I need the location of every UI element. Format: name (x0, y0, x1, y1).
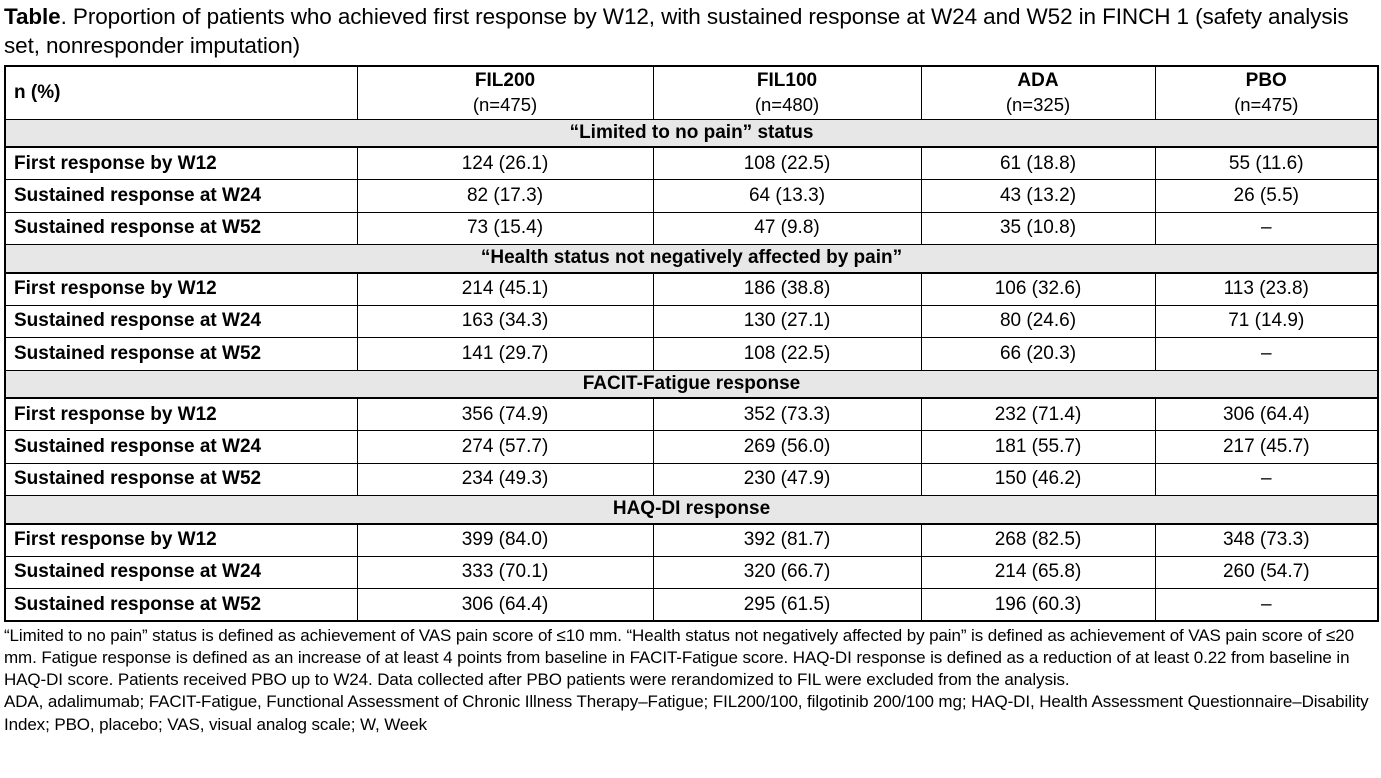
table-row (5, 556, 1378, 589)
row-label: Sustained response at W24 (5, 556, 357, 589)
header-col-fil100 (653, 66, 921, 119)
footnote-abbreviations: ADA, adalimumab; FACIT-Fatigue, Functional Assessment of Chronic Illness Therapy–Fatigue; FIL200/100, filgotinib 200/100 mg; HAQ-DI, Health Assessment Questionnaire–Disability Index; PBO, placebo; VAS, visual analog scale; W, Week (4, 692, 1369, 734)
table-row (5, 524, 1378, 557)
cell-value: 108 (22.5) (653, 338, 921, 371)
group-n: (n=475) (472, 94, 538, 116)
row-label: Sustained response at W52 (5, 589, 357, 622)
section-title: HAQ-DI response (5, 496, 1378, 524)
cell-value: 232 (71.4) (921, 398, 1155, 431)
table-row (5, 398, 1378, 431)
header-n-percent: n (%) (5, 66, 357, 119)
cell-value: 217 (45.7) (1155, 431, 1378, 464)
table-row (5, 338, 1378, 371)
cell-value: 333 (70.1) (357, 556, 653, 589)
group-name: FIL200 (474, 69, 536, 91)
table-title (4, 3, 1377, 60)
cell-value: 163 (34.3) (357, 305, 653, 338)
row-label: First response by W12 (5, 147, 357, 180)
table-row (5, 212, 1378, 245)
cell-value: 150 (46.2) (921, 463, 1155, 496)
row-label: Sustained response at W24 (5, 431, 357, 464)
header-col-ada (921, 66, 1155, 119)
cell-value: 260 (54.7) (1155, 556, 1378, 589)
cell-value: 82 (17.3) (357, 180, 653, 213)
cell-value: 352 (73.3) (653, 398, 921, 431)
header-col-fil200 (357, 66, 653, 119)
group-n: (n=480) (754, 94, 820, 116)
group-name: PBO (1245, 69, 1287, 91)
header-col-pbo (1155, 66, 1378, 119)
cell-value: 80 (24.6) (921, 305, 1155, 338)
row-label: First response by W12 (5, 273, 357, 306)
cell-value: – (1155, 463, 1378, 496)
cell-value: 274 (57.7) (357, 431, 653, 464)
cell-value: 71 (14.9) (1155, 305, 1378, 338)
cell-value: 399 (84.0) (357, 524, 653, 557)
cell-value: 181 (55.7) (921, 431, 1155, 464)
cell-value: 348 (73.3) (1155, 524, 1378, 557)
cell-value: 392 (81.7) (653, 524, 921, 557)
row-label: Sustained response at W52 (5, 338, 357, 371)
cell-value: 295 (61.5) (653, 589, 921, 622)
section-title: “Health status not negatively affected by pain” (5, 245, 1378, 273)
cell-value: 55 (11.6) (1155, 147, 1378, 180)
cell-value: 214 (65.8) (921, 556, 1155, 589)
cell-value: 306 (64.4) (1155, 398, 1378, 431)
section-header-row (5, 245, 1378, 273)
group-name: ADA (1017, 69, 1059, 91)
row-label: Sustained response at W52 (5, 463, 357, 496)
cell-value: 73 (15.4) (357, 212, 653, 245)
table-row (5, 273, 1378, 306)
header-row (5, 66, 1378, 119)
results-table-body (5, 119, 1378, 621)
cell-value: 106 (32.6) (921, 273, 1155, 306)
cell-value: 35 (10.8) (921, 212, 1155, 245)
cell-value: 196 (60.3) (921, 589, 1155, 622)
row-label: Sustained response at W24 (5, 180, 357, 213)
cell-value: 130 (27.1) (653, 305, 921, 338)
row-label: First response by W12 (5, 524, 357, 557)
cell-value: 43 (13.2) (921, 180, 1155, 213)
cell-value: 234 (49.3) (357, 463, 653, 496)
table-title-label: Table (4, 4, 61, 29)
cell-value: 61 (18.8) (921, 147, 1155, 180)
table-row (5, 305, 1378, 338)
group-n: (n=325) (1005, 94, 1071, 116)
section-header-row (5, 496, 1378, 524)
cell-value: 306 (64.4) (357, 589, 653, 622)
cell-value: 113 (23.8) (1155, 273, 1378, 306)
table-row (5, 147, 1378, 180)
group-name: FIL100 (756, 69, 818, 91)
cell-value: 66 (20.3) (921, 338, 1155, 371)
cell-value: 268 (82.5) (921, 524, 1155, 557)
table-title-text: . Proportion of patients who achieved first response by W12, with sustained response at W24 and W52 in FINCH 1 (safety analysis set, nonresponder imputation) (4, 4, 1349, 58)
footnote-definitions: “Limited to no pain” status is defined as achievement of VAS pain score of ≤10 mm. “Health status not negatively affected by pain” is defined as achievement of VAS pain score of ≤20 mm. Fatigue response is defined as an increase of at least 4 points from baseline in FACIT-Fatigue score. HAQ-DI response is defined as a reduction of at least 0.22 from baseline in HAQ-DI score. Patients received PBO up to W24. Data collected after PBO patients were rerandomized to FIL were excluded from the analysis. (4, 626, 1354, 690)
group-n: (n=475) (1234, 94, 1299, 116)
cell-value: 269 (56.0) (653, 431, 921, 464)
cell-value: 124 (26.1) (357, 147, 653, 180)
row-label: Sustained response at W52 (5, 212, 357, 245)
cell-value: – (1155, 589, 1378, 622)
row-label: Sustained response at W24 (5, 305, 357, 338)
footnotes (4, 625, 1377, 735)
cell-value: 64 (13.3) (653, 180, 921, 213)
table-row (5, 180, 1378, 213)
table-row (5, 463, 1378, 496)
row-label: First response by W12 (5, 398, 357, 431)
cell-value: 320 (66.7) (653, 556, 921, 589)
cell-value: 356 (74.9) (357, 398, 653, 431)
section-header-row (5, 370, 1378, 398)
results-table-head (5, 66, 1378, 119)
cell-value: 214 (45.1) (357, 273, 653, 306)
cell-value: – (1155, 212, 1378, 245)
cell-value: 186 (38.8) (653, 273, 921, 306)
table-row (5, 431, 1378, 464)
results-table (4, 65, 1379, 622)
cell-value: 230 (47.9) (653, 463, 921, 496)
section-header-row (5, 119, 1378, 147)
cell-value: 141 (29.7) (357, 338, 653, 371)
table-row (5, 589, 1378, 622)
section-title: FACIT-Fatigue response (5, 370, 1378, 398)
cell-value: 26 (5.5) (1155, 180, 1378, 213)
cell-value: 108 (22.5) (653, 147, 921, 180)
cell-value: – (1155, 338, 1378, 371)
cell-value: 47 (9.8) (653, 212, 921, 245)
section-title: “Limited to no pain” status (5, 119, 1378, 147)
